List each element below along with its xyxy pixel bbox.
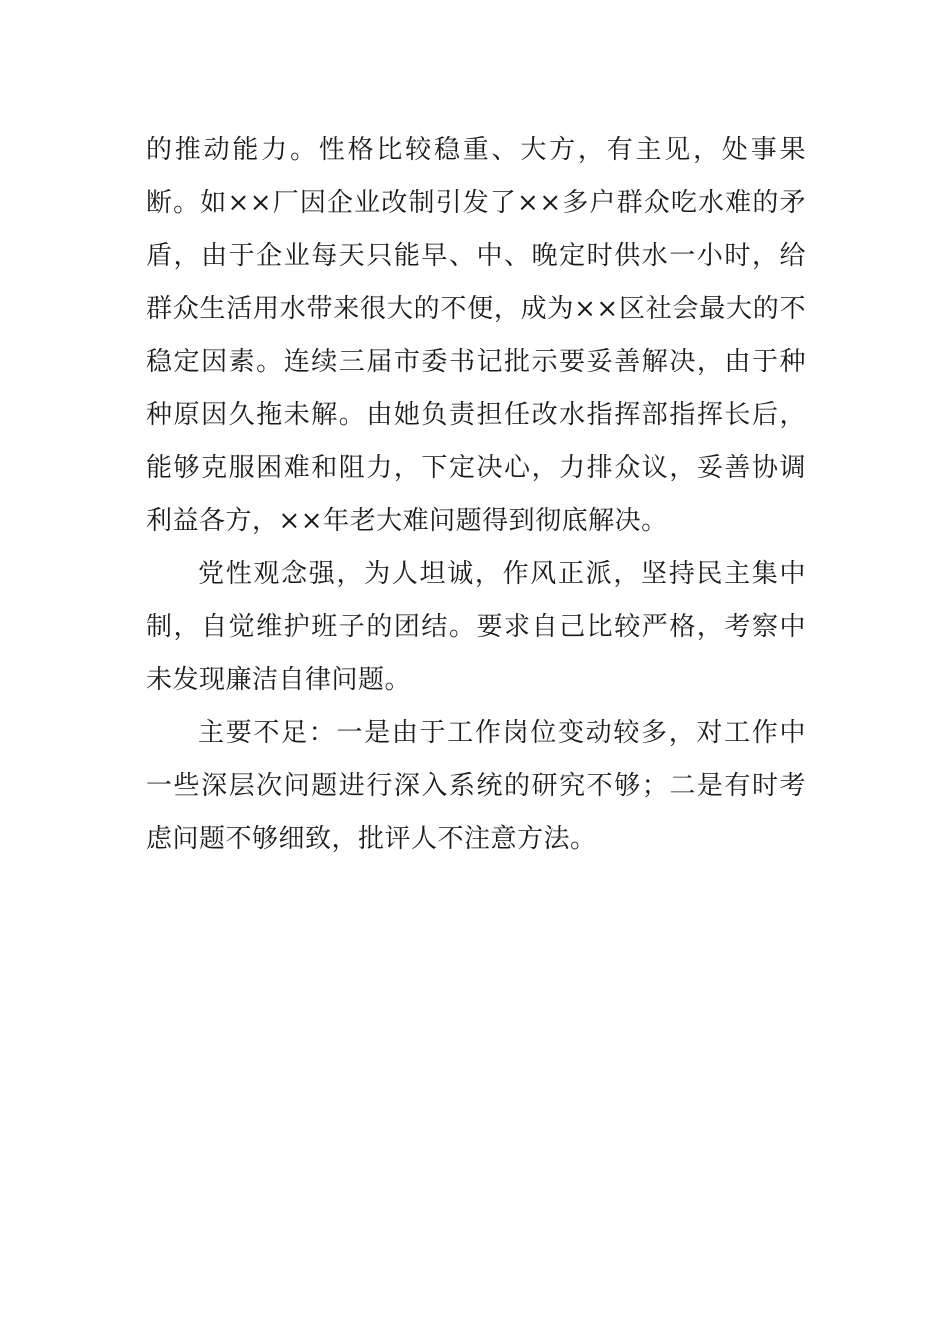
document-body bbox=[146, 124, 806, 866]
paragraph-shortcomings: 主要不足：一是由于工作岗位变动较多，对工作中一些深层次问题进行深入系统的研究不够；二是有时考虑问题不够细致，批评人不注意方法。 bbox=[146, 718, 806, 854]
paragraph-continuation: 的推动能力。性格比较稳重、大方，有主见，处事果断。如××厂因企业改制引发了××多户群众吃水难的矛盾，由于企业每天只能早、中、晚定时供水一小时，给群众生活用水带来很大的不便，成为××区社会最大的不稳定因素。连续三届市委书记批示要妥善解决，由于种种原因久拖未解。由她负责担任改水指挥部指挥长后，能够克服困难和阻力，下定决心，力排众议，妥善协调利益各方，××年老大难问题得到彻底解决。 bbox=[146, 135, 806, 536]
paragraph-party-character: 党性观念强，为人坦诚，作风正派，坚持民主集中制，自觉维护班子的团结。要求自己比较严格，考察中未发现廉洁自律问题。 bbox=[146, 559, 806, 695]
